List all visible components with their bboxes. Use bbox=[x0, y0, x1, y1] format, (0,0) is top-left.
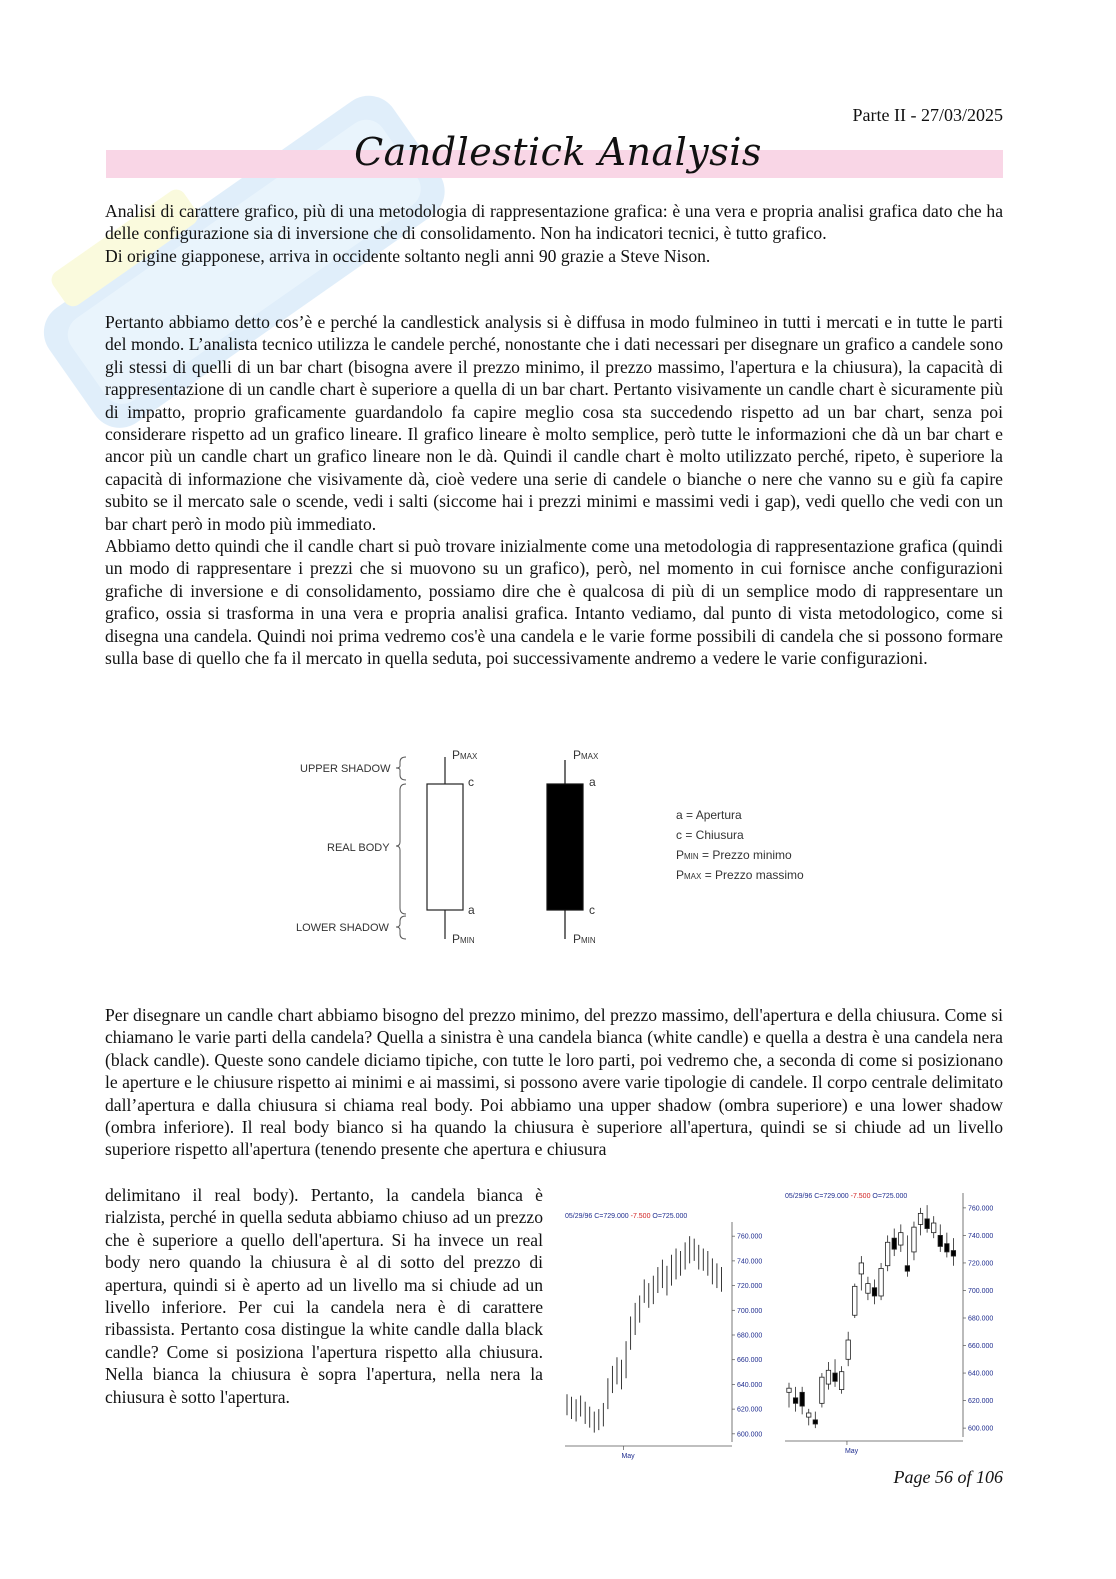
candle-body bbox=[925, 1219, 929, 1229]
chart-2-y-tick-label: 660.000 bbox=[968, 1343, 994, 1351]
chart-1-y-tick-label: 700.000 bbox=[737, 1307, 763, 1315]
candle-body bbox=[846, 1340, 850, 1359]
chart-2-y-tick-label: 620.000 bbox=[968, 1398, 994, 1406]
candle-anatomy-diagram bbox=[290, 740, 830, 955]
candle-body bbox=[853, 1286, 857, 1315]
candle-body bbox=[859, 1263, 863, 1274]
candle-body bbox=[826, 1370, 830, 1384]
page-title: Candlestick Analysis bbox=[354, 130, 762, 174]
candle-body bbox=[905, 1266, 909, 1272]
paragraph-intro bbox=[105, 200, 1003, 267]
paragraph-explanation-2: Abbiamo detto quindi che il candle chart si può trovare inizialmente come una metodologia di rappresentazione grafica (quindi un modo di rappresentare i prezzi che si muovono su un grafico), però, nel momento in cui fornisce anche configurazioni grafiche di inversione e di consolidamento, possiamo dire che è qualcosa di più di un semplice modo di rappresentare un grafico, ossia si trasforma in una vera e propria analisi grafica. Intanto vediamo, dal punto di vista metodologico, come si disegna una candela. Quindi noi prima vedremo cos'è una candela e le varie forme possibili di candela che si possono formare sulla base di quello che fa il mercato in quella seduta, poi successivamente andremo a vedere le varie configurazioni. bbox=[105, 536, 1003, 669]
candle-body bbox=[951, 1251, 955, 1257]
candle-body bbox=[885, 1242, 889, 1265]
candle-body bbox=[800, 1392, 804, 1406]
candle-body bbox=[931, 1223, 935, 1233]
chart-1-y-tick-label: 760.000 bbox=[737, 1233, 763, 1241]
chart-2-y-tick-label: 740.000 bbox=[968, 1232, 994, 1240]
candle-body bbox=[793, 1398, 797, 1404]
chart-2-y-tick-label: 760.000 bbox=[968, 1205, 994, 1213]
black-close-label: c bbox=[589, 903, 595, 917]
chart-1-header: 05/29/96 C=729.000 -7.500 O=725.000 bbox=[565, 1213, 688, 1220]
diagram-legend bbox=[676, 808, 804, 882]
paragraph-explanation bbox=[105, 311, 1003, 670]
shadow-braces bbox=[396, 757, 406, 939]
candle-body bbox=[945, 1244, 949, 1252]
paragraph-candle-parts: Per disegnare un candle chart abbiamo bisogno del prezzo minimo, del prezzo massimo, dell'apertura e della chiusura. Come si chiamano le varie parti della candela? Quella a sinistra è una candela bianca (white candle) e quella a destra è una candela nera (black candle). Queste sono candele diciamo tipiche, con tutte le loro parti, poi vedremo che, a seconda di come si posizionano le aperture e le chiusure rispetto ai minimi e ai massimi, si possono avere varie tipologie di candele. Il corpo centrale delimitato dall’apertura e dalla chiusura si chiama real body. Poi abbiamo una upper shadow (ombra superiore) e una lower shadow (ombra inferiore). Il real body bianco si ha quando la chiusura è superiore all'apertura, quindi se si chiude ad un livello superiore rispetto all'apertura (tenendo presente che apertura e chiusura bbox=[105, 1005, 1003, 1160]
black-open-label: a bbox=[589, 775, 596, 789]
candle-body bbox=[879, 1268, 883, 1296]
chart-1-y-tick-label: 640.000 bbox=[737, 1381, 763, 1389]
candle-body bbox=[813, 1420, 817, 1424]
candle-body bbox=[839, 1372, 843, 1390]
real-body-label: REAL BODY bbox=[327, 842, 390, 854]
chart-2-y-tick-label: 680.000 bbox=[968, 1315, 994, 1323]
candle-body bbox=[833, 1373, 837, 1381]
chart-2-y-tick-label: 640.000 bbox=[968, 1370, 994, 1378]
header-part-date: Parte II - 27/03/2025 bbox=[852, 105, 1003, 125]
paragraph-white-black: delimitano il real body). Pertanto, la candela bianca è rialzista, perché in quella seduta abbiamo chiuso ad un prezzo che è superiore a quello dell'apertura. Si ha invece un real body nero quando la chiusura è al di sotto del prezzo di apertura, quindi si è aperto ad un livello ma si chiude ad un livello inferiore. Per cui la candela nera è di carattere ribassista. Pertanto cosa distingue la white candle dalla black candle? Come si posiziona l'apertura rispetto alla chiusura. Nella bianca la chiusura è sopra l'apertura, nella nera la chiusura è sotto l'apertura. bbox=[105, 1185, 543, 1407]
legend-apertura: a = Apertura bbox=[676, 808, 742, 822]
candle-body bbox=[807, 1413, 811, 1417]
lower-shadow-label: LOWER SHADOW bbox=[296, 922, 389, 934]
white-open-label: a bbox=[468, 903, 475, 917]
chart-1-x-label: May bbox=[621, 1453, 635, 1460]
candle-body bbox=[787, 1388, 791, 1392]
paragraph-intro-2: Di origine giapponese, arriva in occidente soltanto negli anni 90 grazie a Steve Nison. bbox=[105, 245, 711, 266]
chart-1-y-tick-label: 600.000 bbox=[737, 1431, 763, 1439]
paragraph-intro-1: Analisi di carattere grafico, più di una metodologia di rappresentazione grafica: è una vera e propria analisi grafica dato che ha delle configurazione sia di inversione che di consolidamento. Non ha indicatori tecnici, è tutto grafico. bbox=[105, 201, 1003, 244]
candle-body bbox=[892, 1238, 896, 1249]
white-candle bbox=[427, 757, 463, 939]
upper-shadow-label: UPPER SHADOW bbox=[300, 763, 391, 775]
legend-pmax: PMAX = Prezzo massimo bbox=[676, 868, 804, 882]
chart-2-y-tick-label: 700.000 bbox=[968, 1287, 994, 1295]
candle-body bbox=[912, 1227, 916, 1252]
white-close-label: c bbox=[468, 775, 474, 789]
white-pmax-label: PMAX bbox=[452, 748, 478, 762]
candle-body bbox=[938, 1235, 942, 1246]
chart-1-y-tick-label: 740.000 bbox=[737, 1258, 763, 1266]
candle-body bbox=[918, 1213, 922, 1224]
legend-pmin: PMIN = Prezzo minimo bbox=[676, 848, 792, 862]
page-number: Page 56 of 106 bbox=[893, 1467, 1003, 1487]
black-pmin-label: PMIN bbox=[573, 932, 596, 946]
chart-1-y-tick-label: 680.000 bbox=[737, 1332, 763, 1340]
paragraph-explanation-1: Pertanto abbiamo detto cos’è e perché la candlestick analysis si è diffusa in modo fulmineo in tutti i mercati e in tutte le parti del mondo. L’analista tecnico utilizza le candele perché, nonostante che i dati necessari per disegnare un grafico a candele sono gli stessi di quelli di un bar chart (bisogna avere il prezzo minimo, il prezzo massimo, l'apertura e la chiusura), la capacità di rappresentazione di un candle chart è superiore a quella di un bar chart. Pertanto visivamente un candle chart è sicuramente più di impatto, proprio graficamente guardandolo fa capire meglio cosa sta succedendo rispetto ad un bar chart, senza poi considerare rispetto ad un grafico lineare. Il grafico lineare è molto semplice, però tutte le informazioni che dà un bar chart e ancor più un candle chart un grafico lineare non le dà. Quindi il candle chart è molto utilizzato perché, ripeto, è superiore la capacità di informazione che visivamente dà, cioè vedere una serie di candele o bianche o nere che vanno su e giù fa capire subito se il mercato sale o scende, vedi i salti (siccome hai i prezzi minimi e massimi vedi i gap), vedi quello che vedi con un bar chart però in modo più immediato. bbox=[105, 312, 1003, 534]
chart-2-x-label: May bbox=[844, 1448, 859, 1455]
chart-2-header: 05/29/96 C=729.000 -7.500 O=725.000 bbox=[785, 1193, 908, 1200]
chart-2-y-tick-label: 720.000 bbox=[968, 1260, 994, 1268]
chart-2-y-tick-label: 600.000 bbox=[968, 1425, 994, 1433]
candle-body bbox=[899, 1233, 903, 1245]
black-candle bbox=[547, 760, 583, 939]
price-charts bbox=[560, 1185, 994, 1463]
candle-body bbox=[866, 1284, 870, 1294]
legend-chiusura: c = Chiusura bbox=[676, 828, 744, 842]
chart-1-y-tick-label: 720.000 bbox=[737, 1283, 763, 1291]
chart-1-y-tick-label: 620.000 bbox=[737, 1406, 763, 1414]
white-pmin-label: PMIN bbox=[452, 932, 475, 946]
candle-body bbox=[820, 1377, 824, 1403]
chart-1-y-tick-label: 660.000 bbox=[737, 1357, 763, 1365]
black-pmax-label: PMAX bbox=[573, 748, 599, 762]
candle-body bbox=[872, 1288, 876, 1296]
